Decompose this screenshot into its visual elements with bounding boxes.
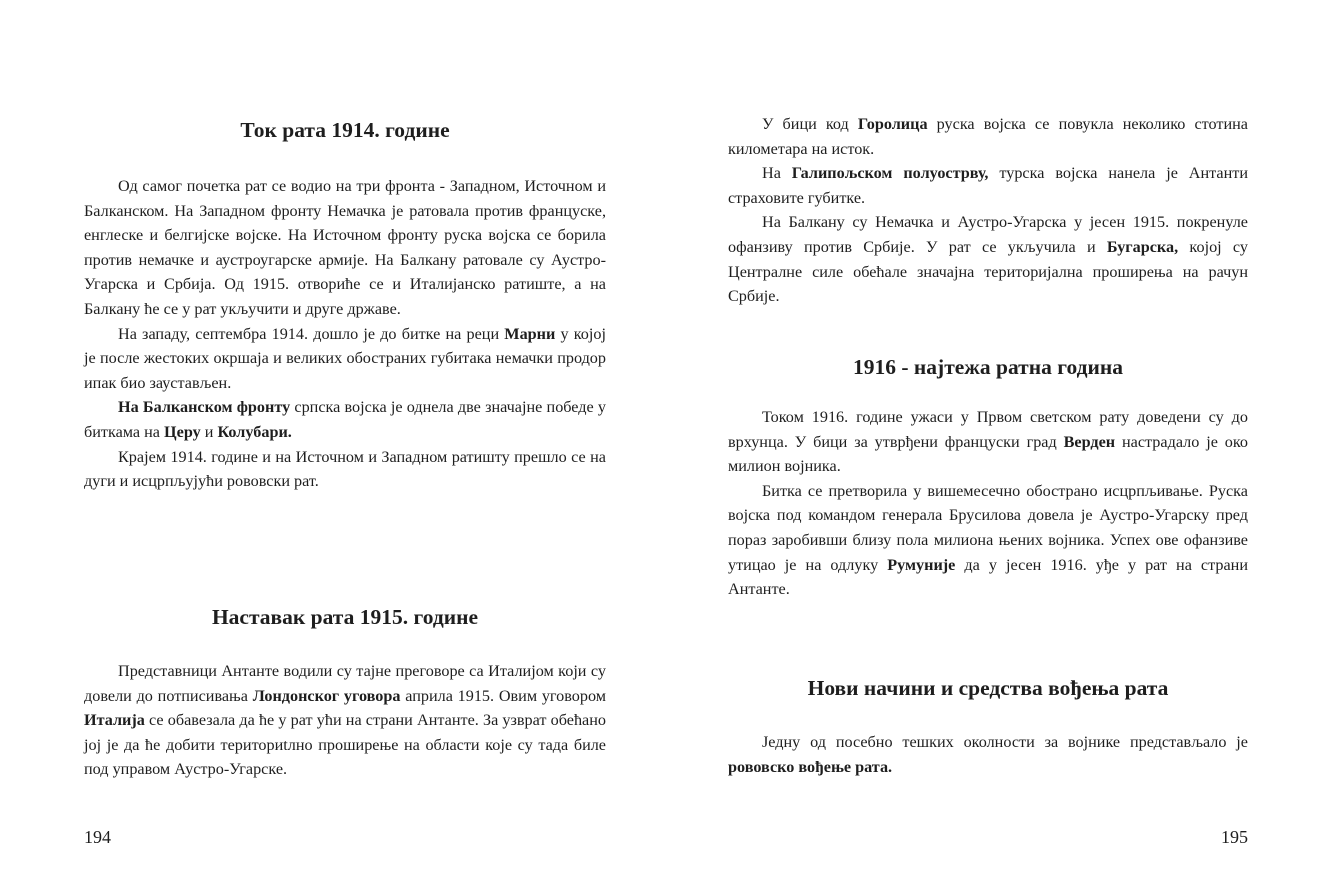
section-body <box>728 405 1248 602</box>
text-run: српска војска је однела две значајне победе у биткама на <box>84 398 606 441</box>
paragraph <box>84 174 606 322</box>
text-run: Током 1916. године ужаси у Првом светском рату доведени су до врхунца. У бици за утврђени француски град <box>728 408 1248 451</box>
section-heading: Наставак рата 1915. године <box>211 605 479 629</box>
right-page <box>728 0 1248 894</box>
text-run: Битка се претворила у вишемесечно обострано исцрпљивање. Руска војска под командом генерала Брусилова довела је Аустро-Угарску пред пораз заробивши близу пола милиона њених војника. Успех ове офанзиве утицао је на одлуку <box>728 481 1248 574</box>
text-run: На <box>762 164 792 183</box>
bold-term: Бугарска, <box>1106 237 1179 256</box>
text-run: руска војска се повукла неколико стотина километара на исток. <box>728 115 1248 158</box>
bold-term: рововско вођење рата. <box>728 757 893 776</box>
bold-term: На <box>118 398 143 417</box>
text-run: Од самог почетка рат се водио на три фронта - Западном, Источном и Балканском. На Западном фронту Немачка је ратовала против француске, енглеске и белгијске војске. На Источном фронту руска војска се борила против немачке и аустроугарске армије. На Балкану ратовале су Аустро-Угарска и Србија. Од 1915. отвориће се и Италијанско ратиште, а на Балкану ће се у рат укључити и друге државе. <box>84 177 606 318</box>
bold-term: Марни <box>504 324 556 343</box>
text-run: којој су Централне силе обећале значајна територијална проширења на рачун Србије. <box>728 237 1248 306</box>
paragraph <box>84 445 606 494</box>
section-body <box>84 174 606 494</box>
text-run: Крајем 1914. године и на Источном и Западном ратишту прешло се на дуги и исцрпљујући рововски рат. <box>84 447 606 491</box>
section-body <box>728 730 1248 779</box>
text-run: настрадало је око милион војника. <box>728 432 1248 476</box>
page-number: 195 <box>1221 827 1248 847</box>
bold-term: Италија <box>84 711 145 730</box>
bold-term: Галипољском полуострву, <box>791 164 989 183</box>
bold-term: Колубари. <box>217 422 292 441</box>
section-body <box>84 659 606 782</box>
text-run: да у јесен 1916. уђе у рат на страни Антанте. <box>728 555 1248 599</box>
bold-term: Горолица <box>857 115 928 133</box>
left-page <box>84 0 606 894</box>
text-run: се обавезала да ће у рат ући на страни Антанте. За узврат обећано јој је да ће добити териториtлно проширење на области које су тада биле под управом Аустро-Угарске. <box>84 711 606 779</box>
paragraph <box>728 479 1248 602</box>
page-number: 194 <box>84 827 111 847</box>
text-run: и <box>200 422 218 441</box>
bold-term: Балканском фронту <box>142 398 291 417</box>
paragraph <box>728 405 1248 479</box>
section-heading: 1916 - најтежа ратна година <box>852 355 1123 379</box>
text-run: Једну од посебно тешких околности за војнике представљало је <box>762 733 1248 751</box>
text-run: На Балкану су Немачка и Аустро-Угарска у јесен 1915. покренуле офанзиву против Србије. У рат се укључила и <box>728 213 1248 256</box>
text-run: Представници Антанте водили су тајне преговоре са Италијом који су довели до потписивања <box>84 662 606 705</box>
bold-term: Лондонског уговора <box>252 686 401 705</box>
bold-term: Верден <box>1063 432 1116 451</box>
paragraph <box>84 322 606 396</box>
bold-term: Румуније <box>887 555 956 574</box>
paragraph <box>728 210 1248 308</box>
text-run: У бици код <box>762 115 858 133</box>
paragraph <box>728 730 1248 779</box>
text-run: На западу, септембра 1914. дошло је до битке на реци <box>118 324 505 343</box>
bold-term: Церу <box>164 422 201 441</box>
section-heading: Нови начини и средства вођења рата <box>807 676 1169 700</box>
paragraph <box>728 112 1248 161</box>
intro-body <box>728 112 1248 309</box>
section-heading: Ток рата 1914. године <box>240 118 450 142</box>
text-run: турска војска нанела је Антанти страховите губитке. <box>728 164 1249 207</box>
text-run: у којој је после жестоких окршаја и великих обостраних губитака немачки продор ипак био заустављен. <box>84 324 606 392</box>
paragraph <box>728 161 1248 210</box>
paragraph <box>84 395 606 444</box>
paragraph <box>84 659 606 782</box>
text-run: априла 1915. Овим уговором <box>400 686 606 705</box>
